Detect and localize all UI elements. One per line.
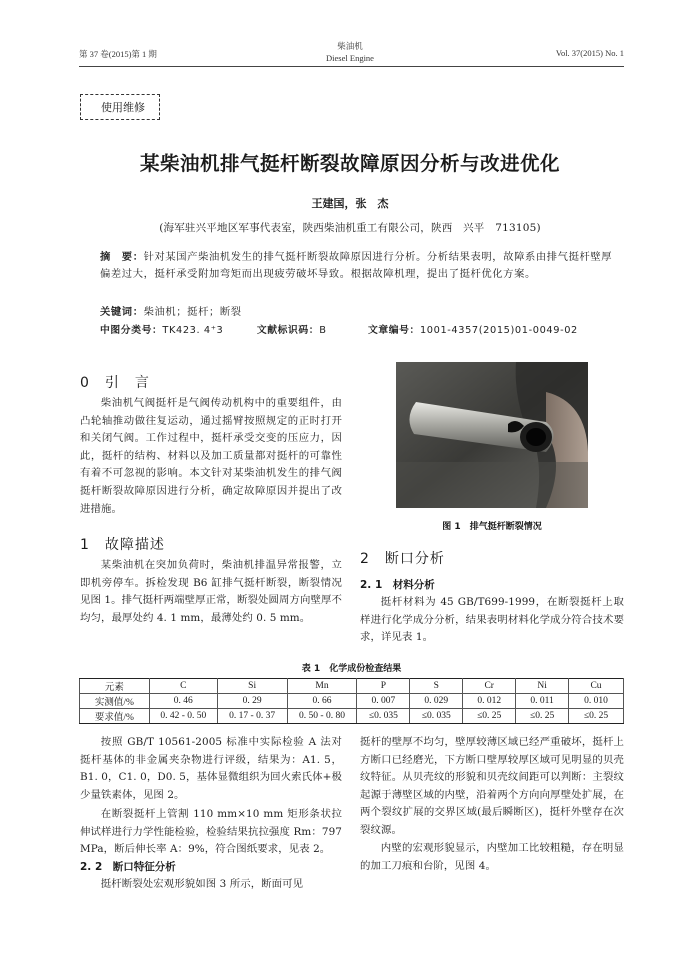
tensile-paragraph: 在断裂挺杆上管割 110 mm×10 mm 矩形条状拉伸试样进行力学性能检验，检验结果抗拉强度 Rm：797 MPa，断后伸长率 A：9%，符合图纸要求，见表 2。 bbox=[80, 808, 342, 856]
table-1-caption: 表 1 化学成份检查结果 bbox=[301, 664, 402, 674]
table-cell: ≤0. 25 bbox=[569, 709, 624, 724]
keywords-label: 关键词： bbox=[100, 306, 144, 318]
table-cell: 0. 011 bbox=[516, 694, 569, 709]
running-header-left: 第 37 卷(2015)第 1 期 bbox=[79, 49, 157, 59]
table-cell: ≤0. 035 bbox=[357, 709, 410, 724]
broken-tappet-photo bbox=[396, 362, 588, 508]
heading-fault-description: 1 故障描述 bbox=[80, 537, 165, 553]
clc-label: 中图分类号： bbox=[100, 325, 163, 336]
inner-wall-paragraph: 内壁的宏观形貌显示，内壁加工比较粗糙，存在明显的加工刀痕和台阶，见图 4。 bbox=[360, 842, 624, 872]
journal-name-cn: 柴油机 bbox=[337, 41, 363, 51]
abstract bbox=[100, 249, 618, 284]
table-cell: 0. 42 - 0. 50 bbox=[149, 709, 217, 724]
table-cell: 0. 29 bbox=[217, 694, 287, 709]
table-cell: 0. 007 bbox=[357, 694, 410, 709]
table-header-cell: Cr bbox=[463, 679, 516, 694]
authors: 王建国，张 杰 bbox=[311, 197, 389, 210]
fracture-continuation-paragraph: 挺杆的壁厚不均匀，壁厚较薄区域已经严重破坏，挺杆上方断口已经磨光，下方断口壁厚较厚区域可见明显的贝壳纹特征。从贝壳纹的形貌和贝壳纹间距可以判断：主裂纹起源于薄壁区域的内壁，沿着两个方向向厚壁处扩展，在两个裂纹扩展的交界区域(最后瞬断区)，挺杆外壁存在次裂纹源。 bbox=[360, 736, 624, 836]
material-paragraph: 挺杆材料为 45 GB/T699-1999，在断裂挺杆上取样进行化学成分分析，结果表明材料化学成分符合技术要求，详见表 1。 bbox=[360, 596, 624, 644]
table-cell: 要求值/% bbox=[80, 709, 150, 724]
table-cell: 实测值/% bbox=[80, 694, 150, 709]
table-cell: 0. 010 bbox=[569, 694, 624, 709]
clc-value: TK423. 4⁺3 bbox=[162, 325, 224, 336]
table-header-cell: C bbox=[149, 679, 217, 694]
table-row bbox=[80, 709, 624, 724]
section-tag: 使用维修 bbox=[80, 94, 160, 120]
table-cell: ≤0. 035 bbox=[410, 709, 463, 724]
doc-code-value: B bbox=[319, 325, 327, 336]
doc-code-label: 文献标识码： bbox=[256, 325, 320, 336]
table-cell: 0. 17 - 0. 37 bbox=[217, 709, 287, 724]
journal-name-en: Diesel Engine bbox=[326, 53, 374, 63]
table-header-cell: S bbox=[410, 679, 463, 694]
chemical-composition-table bbox=[79, 678, 624, 724]
classification-line bbox=[100, 322, 640, 339]
heading-introduction: 0 引 言 bbox=[80, 375, 150, 391]
keywords bbox=[100, 304, 618, 321]
table-cell: 0. 50 - 0. 80 bbox=[287, 709, 357, 724]
table-cell: ≤0. 25 bbox=[516, 709, 569, 724]
table-cell: 0. 012 bbox=[463, 694, 516, 709]
table-cell: ≤0. 25 bbox=[463, 709, 516, 724]
intro-paragraph: 柴油机气阀挺杆是气阀传动机构中的重要组件，由凸轮轴推动做往复运动，通过摇臂按照规定的正时打开和关闭气阀。工作过程中，挺杆承受交变的压应力，因此，挺杆的结构、材料以及加工质量都对挺杆的可靠性有着不可忽视的影响。本文针对某柴油机发生的排气阀挺杆断裂故障原因进行分析，确定故障原因并提出了改进措施。 bbox=[80, 397, 342, 515]
article-title: 某柴油机排气挺杆断裂故障原因分析与改进优化 bbox=[139, 152, 560, 175]
figure-1-caption: 图 1 排气挺杆断裂情况 bbox=[442, 522, 542, 532]
fracture-features-paragraph: 挺杆断裂处宏观形貌如图 3 所示，断面可见 bbox=[100, 878, 304, 890]
table-header-cell: 元素 bbox=[80, 679, 150, 694]
figure-1-photo bbox=[396, 362, 588, 508]
heading-fracture-features: 2. 2 断口特征分析 bbox=[80, 861, 176, 873]
keywords-text: 柴油机；挺杆；断裂 bbox=[143, 306, 242, 318]
table-header-cell: Cu bbox=[569, 679, 624, 694]
table-header-cell: Ni bbox=[516, 679, 569, 694]
table-row bbox=[80, 694, 624, 709]
heading-fracture-analysis: 2 断口分析 bbox=[360, 551, 445, 567]
fault-paragraph: 某柴油机在突加负荷时，柴油机排温异常报警，立即机旁停车。拆检发现 B6 缸排气挺杆断裂，断裂情况见图 1。排气挺杆两端壁厚正常，断裂处圆周方向壁厚不均匀，最厚处约 4. 1 mm，最薄处约 0. 5 mm。 bbox=[80, 559, 342, 624]
table-header-row bbox=[80, 679, 624, 694]
table-cell: 0. 66 bbox=[287, 694, 357, 709]
heading-material-analysis: 2. 1 材料分析 bbox=[360, 579, 435, 591]
table-header-cell: Mn bbox=[287, 679, 357, 694]
inclusion-paragraph: 按照 GB/T 10561-2005 标准中实际检验 A 法对挺杆基体的非金属夹杂物进行评级，结果为：A1. 5，B1. 0，C1. 0，D0. 5，基体显微组织为回火索氏体+极少量铁素体，见图 2。 bbox=[80, 736, 342, 801]
article-no-label: 文章编号： bbox=[367, 325, 420, 336]
abstract-text: 针对某国产柴油机发生的排气挺杆断裂故障原因进行分析。分析结果表明，故障系由排气挺杆壁厚偏差过大，挺杆承受附加弯矩而出现疲劳破坏导致。根据故障机理，提出了挺杆优化方案。 bbox=[100, 251, 613, 281]
article-no-value: 1001-4357(2015)01-0049-02 bbox=[419, 325, 578, 336]
table-header-cell: Si bbox=[217, 679, 287, 694]
header-rule bbox=[79, 66, 624, 67]
running-header-center bbox=[300, 40, 400, 64]
abstract-label: 摘 要： bbox=[100, 251, 144, 263]
table-cell: 0. 029 bbox=[410, 694, 463, 709]
table-header-cell: P bbox=[357, 679, 410, 694]
table-cell: 0. 46 bbox=[149, 694, 217, 709]
affiliation: (海军驻兴平地区军事代表室，陕西柴油机重工有限公司，陕西 兴平 713105) bbox=[159, 222, 541, 234]
running-header-right: Vol. 37(2015) No. 1 bbox=[555, 48, 624, 58]
